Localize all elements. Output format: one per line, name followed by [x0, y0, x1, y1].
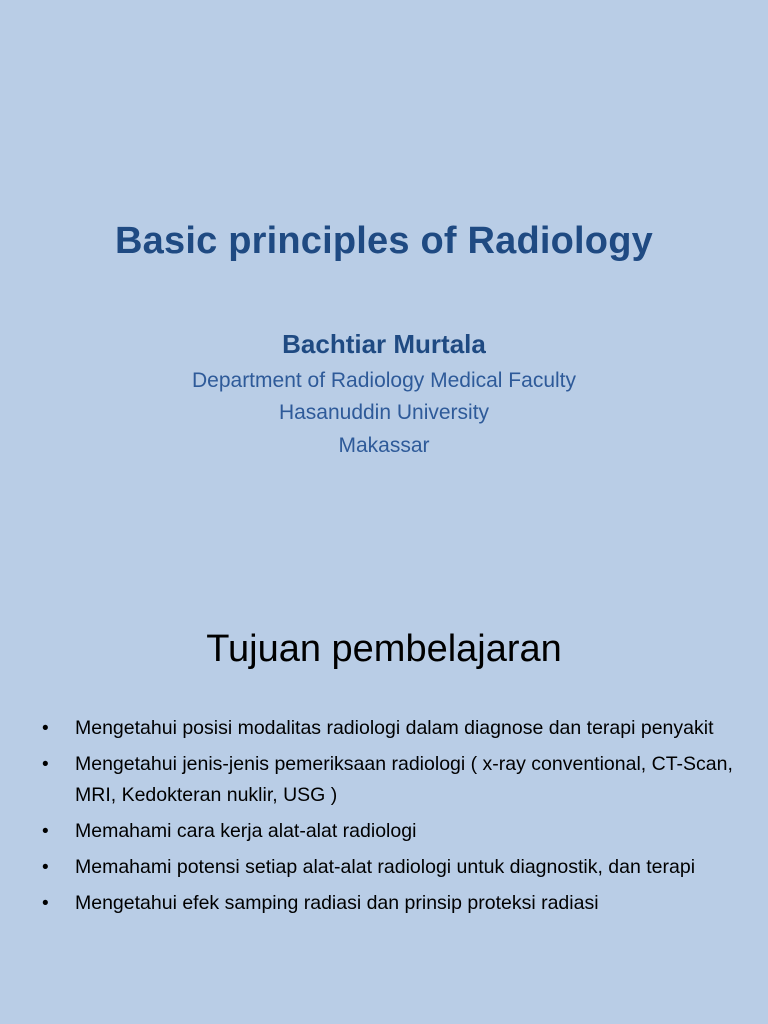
list-item [40, 816, 740, 847]
affiliation-city: Makassar [338, 434, 430, 457]
author-name: Bachtiar Murtala [282, 329, 486, 359]
bullet-icon: • [42, 857, 49, 878]
list-item [40, 852, 740, 883]
objectives-slide [0, 576, 768, 1024]
bullet-icon: • [42, 754, 49, 775]
list-item [40, 749, 740, 811]
list-item-text: Mengetahui jenis-jenis pemeriksaan radiologi ( x-ray conventional, CT-Scan, MRI, Kedokteran nuklir, USG ) [75, 753, 733, 806]
affiliation-university: Hasanuddin University [278, 401, 490, 424]
objectives-list [40, 713, 740, 924]
list-item-text: Mengetahui efek samping radiasi dan prinsip proteksi radiasi [75, 892, 599, 914]
list-item [40, 888, 740, 919]
list-item-text: Mengetahui posisi modalitas radiologi dalam diagnose dan terapi penyakit [75, 717, 714, 739]
affiliation-department: Department of Radiology Medical Faculty [191, 369, 576, 392]
objectives-heading: Tujuan pembelajaran [206, 628, 562, 670]
list-item-text: Memahami cara kerja alat-alat radiologi [75, 820, 417, 842]
list-item [40, 713, 740, 744]
list-item-text: Memahami potensi setiap alat-alat radiologi untuk diagnostik, dan terapi [75, 856, 696, 878]
presentation-title: Basic principles of Radiology [115, 220, 653, 262]
bullet-icon: • [42, 718, 49, 739]
bullet-icon: • [42, 893, 49, 914]
bullet-icon: • [42, 821, 49, 842]
